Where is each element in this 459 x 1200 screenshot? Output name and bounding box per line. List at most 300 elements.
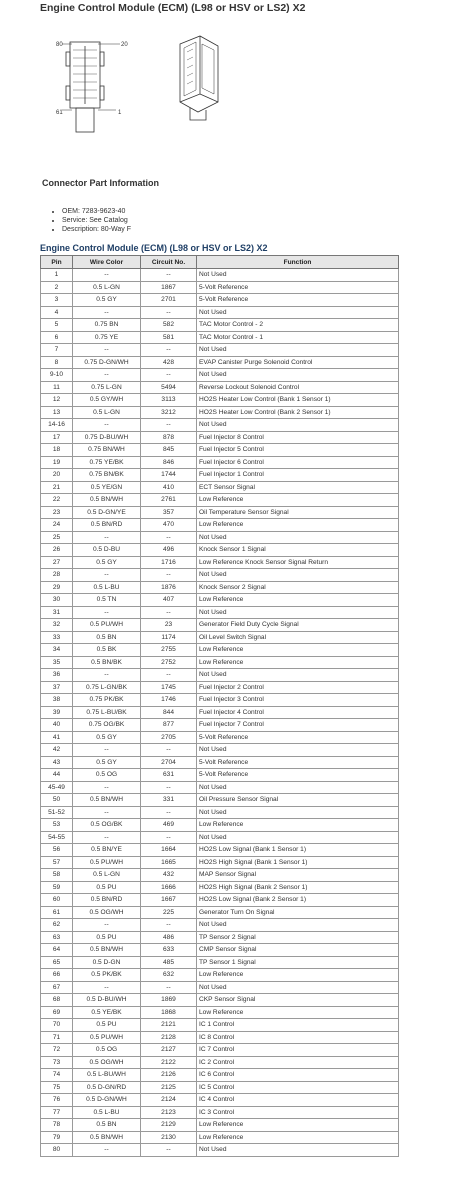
cell-wire-color: -- [73, 606, 141, 619]
table-row [41, 944, 399, 957]
cell-pin: 28 [41, 569, 73, 582]
table-row [41, 419, 399, 432]
cell-pin: 31 [41, 606, 73, 619]
table-row [41, 344, 399, 357]
table-row [41, 469, 399, 482]
table-row [41, 769, 399, 782]
column-header-circuit-no: Circuit No. [141, 256, 197, 269]
cell-function: TAC Motor Control - 2 [197, 319, 399, 332]
cell-pin: 54-55 [41, 831, 73, 844]
cell-pin: 63 [41, 931, 73, 944]
cell-pin: 34 [41, 644, 73, 657]
connector-face-view [62, 42, 120, 132]
cell-pin: 65 [41, 956, 73, 969]
cell-pin: 30 [41, 594, 73, 607]
cell-pin: 76 [41, 1094, 73, 1107]
cell-pin: 7 [41, 344, 73, 357]
connector-info-list [52, 207, 131, 234]
table-row [41, 1044, 399, 1057]
cell-wire-color: 0.5 L-BU [73, 1106, 141, 1119]
cell-circuit-no: 582 [141, 319, 197, 332]
cell-wire-color: 0.5 GY [73, 294, 141, 307]
cell-circuit-no: 23 [141, 619, 197, 632]
cell-circuit-no: 846 [141, 456, 197, 469]
table-row [41, 1094, 399, 1107]
cell-wire-color: 0.5 OG [73, 769, 141, 782]
cell-wire-color: 0.5 D-BU/WH [73, 994, 141, 1007]
cell-pin: 9-10 [41, 369, 73, 382]
cell-circuit-no: 2701 [141, 294, 197, 307]
table-row [41, 1144, 399, 1157]
cell-pin: 2 [41, 281, 73, 294]
cell-circuit-no: 407 [141, 594, 197, 607]
pin-label-80: 80 [56, 42, 63, 48]
pinout-table [40, 255, 399, 1157]
table-row [41, 681, 399, 694]
cell-function: IC 2 Control [197, 1056, 399, 1069]
table-row [41, 494, 399, 507]
cell-wire-color: 0.5 L-GN [73, 406, 141, 419]
cell-function: Low Reference [197, 519, 399, 532]
column-header-function: Function [197, 256, 399, 269]
cell-wire-color: -- [73, 831, 141, 844]
cell-pin: 12 [41, 394, 73, 407]
cell-function: Knock Sensor 2 Signal [197, 581, 399, 594]
cell-circuit-no: -- [141, 419, 197, 432]
cell-wire-color: 0.5 OG/WH [73, 1056, 141, 1069]
table-row [41, 381, 399, 394]
cell-circuit-no: 496 [141, 544, 197, 557]
table-title: Engine Control Module (ECM) (L98 or HSV or LS2) X2 [40, 243, 268, 253]
cell-circuit-no: 1716 [141, 556, 197, 569]
cell-function: CKP Sensor Signal [197, 994, 399, 1007]
table-row [41, 1069, 399, 1082]
cell-pin: 22 [41, 494, 73, 507]
cell-circuit-no: 2129 [141, 1119, 197, 1132]
cell-function: 5-Volt Reference [197, 294, 399, 307]
cell-wire-color: 0.5 BN/RD [73, 519, 141, 532]
cell-circuit-no: -- [141, 1144, 197, 1157]
cell-function: Not Used [197, 669, 399, 682]
cell-circuit-no: -- [141, 806, 197, 819]
cell-pin: 59 [41, 881, 73, 894]
cell-wire-color: 0.5 PU/WH [73, 856, 141, 869]
cell-pin: 41 [41, 731, 73, 744]
cell-circuit-no: 845 [141, 444, 197, 457]
cell-pin: 71 [41, 1031, 73, 1044]
cell-pin: 36 [41, 669, 73, 682]
cell-wire-color: 0.5 PU/WH [73, 619, 141, 632]
cell-circuit-no: 633 [141, 944, 197, 957]
cell-circuit-no: 2127 [141, 1044, 197, 1057]
cell-pin: 14-16 [41, 419, 73, 432]
cell-function: Not Used [197, 981, 399, 994]
cell-wire-color: -- [73, 531, 141, 544]
cell-circuit-no: 1869 [141, 994, 197, 1007]
cell-circuit-no: -- [141, 269, 197, 282]
cell-pin: 77 [41, 1106, 73, 1119]
cell-function: IC 5 Control [197, 1081, 399, 1094]
cell-function: Not Used [197, 369, 399, 382]
cell-function: Not Used [197, 831, 399, 844]
cell-wire-color: 0.5 PU [73, 931, 141, 944]
info-item-oem: • OEM: 7283-9623-40 [62, 207, 131, 216]
cell-circuit-no: -- [141, 344, 197, 357]
cell-circuit-no: 2125 [141, 1081, 197, 1094]
cell-wire-color: -- [73, 781, 141, 794]
cell-function: Low Reference [197, 494, 399, 507]
cell-pin: 70 [41, 1019, 73, 1032]
cell-wire-color: 0.5 GY [73, 731, 141, 744]
cell-wire-color: 0.5 L-GN [73, 281, 141, 294]
cell-wire-color: -- [73, 981, 141, 994]
table-row [41, 1031, 399, 1044]
cell-pin: 60 [41, 894, 73, 907]
cell-function: Not Used [197, 919, 399, 932]
cell-pin: 44 [41, 769, 73, 782]
cell-function: Generator Field Duty Cycle Signal [197, 619, 399, 632]
table-row [41, 431, 399, 444]
table-row [41, 856, 399, 869]
cell-function: Oil Temperature Sensor Signal [197, 506, 399, 519]
cell-circuit-no: -- [141, 669, 197, 682]
cell-wire-color: 0.5 BN/BK [73, 656, 141, 669]
cell-function: Not Used [197, 306, 399, 319]
cell-circuit-no: 1664 [141, 844, 197, 857]
cell-pin: 6 [41, 331, 73, 344]
cell-wire-color: 0.5 BK [73, 644, 141, 657]
cell-circuit-no: 1867 [141, 281, 197, 294]
table-row [41, 631, 399, 644]
cell-wire-color: -- [73, 744, 141, 757]
cell-wire-color: 0.5 YE/BK [73, 1006, 141, 1019]
cell-wire-color: 0.5 OG/WH [73, 906, 141, 919]
cell-function: Low Reference [197, 819, 399, 832]
table-row [41, 444, 399, 457]
cell-function: IC 1 Control [197, 1019, 399, 1032]
table-row [41, 806, 399, 819]
table-row [41, 519, 399, 532]
cell-pin: 57 [41, 856, 73, 869]
table-header-row [41, 256, 399, 269]
cell-wire-color: 0.5 BN/RD [73, 894, 141, 907]
cell-function: IC 7 Control [197, 1044, 399, 1057]
cell-function: Low Reference Knock Sensor Signal Return [197, 556, 399, 569]
cell-wire-color: 0.5 BN/WH [73, 944, 141, 957]
table-row [41, 294, 399, 307]
cell-pin: 51-52 [41, 806, 73, 819]
cell-circuit-no: 2123 [141, 1106, 197, 1119]
cell-pin: 75 [41, 1081, 73, 1094]
cell-function: 5-Volt Reference [197, 769, 399, 782]
cell-wire-color: 0.75 PK/BK [73, 694, 141, 707]
pin-label-61: 61 [56, 110, 63, 116]
cell-pin: 74 [41, 1069, 73, 1082]
table-row [41, 369, 399, 382]
table-row [41, 656, 399, 669]
cell-pin: 26 [41, 544, 73, 557]
cell-pin: 61 [41, 906, 73, 919]
table-row [41, 1056, 399, 1069]
cell-function: Fuel Injector 8 Control [197, 431, 399, 444]
cell-circuit-no: 2130 [141, 1131, 197, 1144]
cell-circuit-no: 331 [141, 794, 197, 807]
table-row [41, 531, 399, 544]
cell-circuit-no: 3212 [141, 406, 197, 419]
cell-function: Oil Pressure Sensor Signal [197, 794, 399, 807]
cell-pin: 21 [41, 481, 73, 494]
cell-pin: 23 [41, 506, 73, 519]
table-row [41, 456, 399, 469]
table-row [41, 731, 399, 744]
cell-function: Reverse Lockout Solenoid Control [197, 381, 399, 394]
cell-pin: 56 [41, 844, 73, 857]
table-row [41, 994, 399, 1007]
cell-wire-color: 0.5 GY [73, 756, 141, 769]
cell-function: Low Reference [197, 969, 399, 982]
cell-pin: 80 [41, 1144, 73, 1157]
cell-function: TP Sensor 2 Signal [197, 931, 399, 944]
info-item-description: • Description: 80-Way F [62, 225, 131, 234]
cell-wire-color: 0.5 L-BU/WH [73, 1069, 141, 1082]
cell-circuit-no: -- [141, 831, 197, 844]
cell-function: Low Reference [197, 1119, 399, 1132]
cell-pin: 25 [41, 531, 73, 544]
table-row [41, 569, 399, 582]
pin-label-20: 20 [121, 42, 128, 48]
cell-wire-color: -- [73, 369, 141, 382]
cell-wire-color: 0.5 L-GN [73, 869, 141, 882]
cell-circuit-no: 878 [141, 431, 197, 444]
cell-circuit-no: 2121 [141, 1019, 197, 1032]
cell-function: Fuel Injector 5 Control [197, 444, 399, 457]
cell-function: Generator Turn On Signal [197, 906, 399, 919]
table-row [41, 906, 399, 919]
cell-circuit-no: 1746 [141, 694, 197, 707]
cell-pin: 32 [41, 619, 73, 632]
cell-circuit-no: -- [141, 531, 197, 544]
connector-drawing [50, 24, 250, 134]
cell-pin: 73 [41, 1056, 73, 1069]
cell-circuit-no: -- [141, 569, 197, 582]
cell-pin: 20 [41, 469, 73, 482]
info-item-service: • Service: See Catalog [62, 216, 131, 225]
cell-circuit-no: 581 [141, 331, 197, 344]
table-row [41, 781, 399, 794]
cell-wire-color: 0.5 OG [73, 1044, 141, 1057]
cell-pin: 29 [41, 581, 73, 594]
cell-wire-color: 0.5 D-GN/RD [73, 1081, 141, 1094]
cell-circuit-no: -- [141, 606, 197, 619]
cell-function: Low Reference [197, 644, 399, 657]
cell-function: IC 6 Control [197, 1069, 399, 1082]
cell-wire-color: 0.75 OG/BK [73, 719, 141, 732]
cell-wire-color: 0.5 BN [73, 631, 141, 644]
cell-pin: 78 [41, 1119, 73, 1132]
cell-pin: 1 [41, 269, 73, 282]
table-row [41, 756, 399, 769]
cell-pin: 45-49 [41, 781, 73, 794]
cell-pin: 3 [41, 294, 73, 307]
table-row [41, 831, 399, 844]
cell-function: Fuel Injector 4 Control [197, 706, 399, 719]
cell-function: Fuel Injector 2 Control [197, 681, 399, 694]
table-row [41, 581, 399, 594]
cell-pin: 5 [41, 319, 73, 332]
cell-pin: 24 [41, 519, 73, 532]
cell-function: IC 3 Control [197, 1106, 399, 1119]
connector-isometric-view [180, 36, 218, 120]
table-row [41, 719, 399, 732]
cell-function: ECT Sensor Signal [197, 481, 399, 494]
table-row [41, 1106, 399, 1119]
table-row [41, 606, 399, 619]
cell-circuit-no: 1876 [141, 581, 197, 594]
cell-function: Fuel Injector 6 Control [197, 456, 399, 469]
cell-function: Not Used [197, 806, 399, 819]
cell-wire-color: 0.5 TN [73, 594, 141, 607]
table-row [41, 794, 399, 807]
cell-wire-color: 0.5 D-GN/YE [73, 506, 141, 519]
table-row [41, 481, 399, 494]
cell-pin: 13 [41, 406, 73, 419]
cell-pin: 50 [41, 794, 73, 807]
table-row [41, 969, 399, 982]
cell-circuit-no: 469 [141, 819, 197, 832]
table-row [41, 931, 399, 944]
cell-circuit-no: 428 [141, 356, 197, 369]
table-row [41, 619, 399, 632]
table-row [41, 1081, 399, 1094]
table-row [41, 881, 399, 894]
cell-wire-color: 0.5 D-GN/WH [73, 1094, 141, 1107]
table-row [41, 669, 399, 682]
cell-wire-color: 0.75 L-GN [73, 381, 141, 394]
cell-wire-color: 0.5 L-BU [73, 581, 141, 594]
cell-pin: 64 [41, 944, 73, 957]
cell-circuit-no: 2128 [141, 1031, 197, 1044]
cell-circuit-no: 1665 [141, 856, 197, 869]
cell-circuit-no: 844 [141, 706, 197, 719]
cell-wire-color: 0.75 L-GN/BK [73, 681, 141, 694]
cell-wire-color: 0.5 GY/WH [73, 394, 141, 407]
cell-wire-color: -- [73, 669, 141, 682]
cell-function: HO2S High Signal (Bank 1 Sensor 1) [197, 856, 399, 869]
cell-circuit-no: 486 [141, 931, 197, 944]
cell-wire-color: 0.75 BN/WH [73, 444, 141, 457]
table-row [41, 406, 399, 419]
cell-wire-color: 0.5 D-GN [73, 956, 141, 969]
cell-pin: 11 [41, 381, 73, 394]
cell-function: HO2S High Signal (Bank 2 Sensor 1) [197, 881, 399, 894]
column-header-wire-color: Wire Color [73, 256, 141, 269]
cell-pin: 18 [41, 444, 73, 457]
cell-circuit-no: 2126 [141, 1069, 197, 1082]
table-row [41, 644, 399, 657]
cell-circuit-no: -- [141, 981, 197, 994]
table-row [41, 281, 399, 294]
cell-wire-color: 0.5 BN/WH [73, 794, 141, 807]
table-row [41, 544, 399, 557]
cell-wire-color: 0.5 PU [73, 1019, 141, 1032]
cell-circuit-no: 631 [141, 769, 197, 782]
cell-circuit-no: 5494 [141, 381, 197, 394]
cell-wire-color: -- [73, 344, 141, 357]
cell-pin: 79 [41, 1131, 73, 1144]
cell-pin: 38 [41, 694, 73, 707]
cell-function: Low Reference [197, 594, 399, 607]
pinout-table-body [41, 269, 399, 1157]
cell-wire-color: 0.5 OG/BK [73, 819, 141, 832]
table-row [41, 356, 399, 369]
cell-circuit-no: 1174 [141, 631, 197, 644]
cell-circuit-no: 632 [141, 969, 197, 982]
cell-function: Not Used [197, 531, 399, 544]
cell-wire-color: -- [73, 419, 141, 432]
cell-wire-color: 0.75 D-BU/WH [73, 431, 141, 444]
cell-circuit-no: 2704 [141, 756, 197, 769]
table-row [41, 869, 399, 882]
cell-wire-color: -- [73, 919, 141, 932]
table-row [41, 981, 399, 994]
cell-function: CMP Sensor Signal [197, 944, 399, 957]
cell-function: 5-Volt Reference [197, 281, 399, 294]
cell-wire-color: -- [73, 569, 141, 582]
cell-pin: 27 [41, 556, 73, 569]
cell-circuit-no: 2752 [141, 656, 197, 669]
cell-pin: 53 [41, 819, 73, 832]
cell-pin: 4 [41, 306, 73, 319]
table-row [41, 694, 399, 707]
cell-circuit-no: 1868 [141, 1006, 197, 1019]
table-row [41, 819, 399, 832]
cell-pin: 66 [41, 969, 73, 982]
table-row [41, 1019, 399, 1032]
cell-function: Fuel Injector 7 Control [197, 719, 399, 732]
cell-wire-color: 0.5 PU [73, 881, 141, 894]
cell-wire-color: 0.75 YE/BK [73, 456, 141, 469]
cell-function: Low Reference [197, 656, 399, 669]
cell-pin: 37 [41, 681, 73, 694]
table-row [41, 706, 399, 719]
cell-function: TP Sensor 1 Signal [197, 956, 399, 969]
cell-pin: 19 [41, 456, 73, 469]
cell-circuit-no: -- [141, 744, 197, 757]
cell-circuit-no: -- [141, 306, 197, 319]
table-row [41, 331, 399, 344]
cell-circuit-no: -- [141, 919, 197, 932]
cell-circuit-no: 225 [141, 906, 197, 919]
cell-function: 5-Volt Reference [197, 756, 399, 769]
cell-circuit-no: -- [141, 369, 197, 382]
table-row [41, 894, 399, 907]
cell-circuit-no: 2122 [141, 1056, 197, 1069]
cell-wire-color: -- [73, 306, 141, 319]
cell-pin: 69 [41, 1006, 73, 1019]
cell-circuit-no: 1745 [141, 681, 197, 694]
cell-function: HO2S Heater Low Control (Bank 2 Sensor 1) [197, 406, 399, 419]
cell-function: 5-Volt Reference [197, 731, 399, 744]
cell-wire-color: 0.75 BN [73, 319, 141, 332]
cell-function: IC 4 Control [197, 1094, 399, 1107]
table-row [41, 319, 399, 332]
table-row [41, 956, 399, 969]
cell-wire-color: 0.5 BN/YE [73, 844, 141, 857]
cell-pin: 42 [41, 744, 73, 757]
cell-pin: 17 [41, 431, 73, 444]
cell-function: HO2S Low Signal (Bank 2 Sensor 1) [197, 894, 399, 907]
cell-circuit-no: 1744 [141, 469, 197, 482]
